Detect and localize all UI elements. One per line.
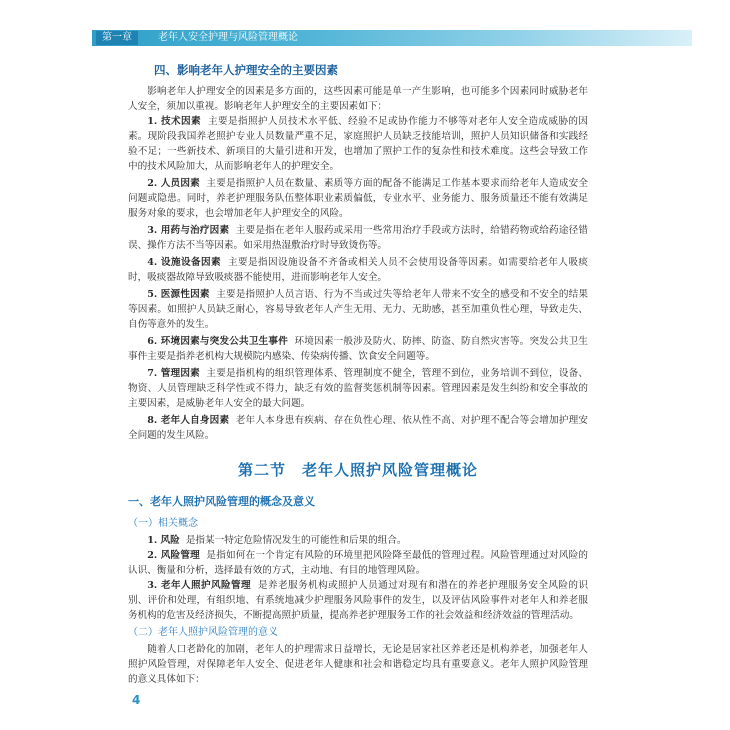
factor-text: 主要是指照护人员言语、行为不当或过失等给老年人带来不安全的感受和不安全的结果等因素。如照护人员缺乏耐心，容易导致老年人产生无用、无力、无助感，甚至加重负性心理，导致走失、自伤等意外的发生。 (128, 289, 588, 330)
factor-item (128, 176, 588, 221)
factor-text: 主要是指照护人员技术水平低、经验不足或协作能力不够等对老年人安全造成威胁的因素。现阶段我国养老照护专业人员数量严重不足，家庭照护人员缺乏技能培训，照护人员知识储备和实践经验不足；一些新技术、新项目的大量引进和开发，也增加了照护工作的复杂性和技术难度。这些会导致工作中的技术风险加大，从而影响老年人的护理安全。 (128, 116, 588, 172)
factor-lead: 4. 设施设备因素 (147, 257, 222, 268)
concept-text: 是指如何在一个肯定有风险的环境里把风险降至最低的管理过程。风险管理通过对风险的认识、衡量和分析，选择最有效的方式，主动地、有目的地管理风险。 (128, 550, 589, 576)
subheading-significance: （二）老年人照护风险管理的意义 (128, 627, 278, 638)
factor-text: 主要是指因设施设备不齐备或相关人员不会使用设备等因素。如需要给老年人吸痰时，吸痰器故障导致吸痰器不能使用，进而影响老年人安全。 (128, 257, 588, 283)
concept-item (128, 548, 588, 578)
factor-lead: 2. 人员因素 (147, 178, 200, 189)
concept-item (128, 578, 588, 623)
chapter-tag: 第一章 (96, 31, 138, 45)
factor-text: 主要是指机构的组织管理体系、管理制度不健全，管理不到位，业务培训不到位，设备、物资、人员管理缺乏科学性或不得力，缺乏有效的监督奖惩机制等因素。管理因素是发生纠纷和安全事故的主要因素，是威胁老年人安全的最大问题。 (128, 368, 589, 409)
subheading-concepts: （一）相关概念 (128, 518, 198, 529)
part-heading-concept: 一、老年人照护风险管理的概念及意义 (128, 495, 315, 508)
factor-item (128, 334, 588, 364)
concept-lead: 3. 老年人照护风险管理 (147, 580, 252, 591)
factor-lead: 7. 管理因素 (147, 368, 200, 379)
factor-item (128, 223, 588, 253)
concept-item (128, 533, 588, 548)
factor-text: 主要是指在老年人服药或采用一些常用治疗手段或方法时，给错药物或给药途径错误、操作方法不当等因素。如采用热湿敷治疗时导致烫伤等。 (128, 225, 588, 251)
factor-item (128, 287, 588, 332)
concept-text: 是养老服务机构或照护人员通过对现有和潜在的养老护理服务安全风险的识别、评价和处理，有组织地、有系统地减少护理服务风险事件的发生，以及评估风险事件对老年人和养老服务机构的危害及经济损失，不断提高照护质量，提高养老护理服务工作的社会效益和经济效益的管理活动。 (128, 580, 588, 621)
factor-item (128, 114, 588, 174)
section-number: 第二节 (237, 461, 286, 479)
section-title-text: 老年人照护风险管理概论 (302, 461, 479, 479)
paragraph-significance: 随着人口老龄化的加剧，老年人的护理需求日益增长，无论是居家社区养老还是机构养老，加强老年人照护风险管理，对保障老年人安全、促进老年人健康和社会和谐稳定均具有重要意义。老年人照护风险管理的意义具体如下： (128, 644, 588, 685)
chapter-header-bar (92, 30, 692, 46)
paragraph-intro: 影响老年人护理安全的因素是多方面的，这些因素可能是单一产生影响，也可能多个因素同时威胁老年人安全，须加以重视。影响老年人护理安全的主要因素如下： (128, 86, 588, 112)
concept-lead: 2. 风险管理 (147, 550, 200, 561)
factor-lead: 1. 技术因素 (147, 116, 202, 127)
factor-text: 老年人本身患有疾病、存在负性心理、依从性不高、对护理不配合等会增加护理安全问题的发生风险。 (128, 415, 588, 441)
concept-lead: 1. 风险 (147, 535, 180, 546)
main-content (128, 62, 588, 687)
factor-lead: 6. 环境因素与突发公共卫生事件 (147, 336, 289, 347)
factor-lead: 5. 医源性因素 (147, 289, 210, 300)
page-number: 4 (132, 693, 141, 707)
concept-text: 是指某一特定危险情况发生的可能性和后果的组合。 (185, 535, 407, 546)
factor-item (128, 413, 588, 443)
factor-item (128, 366, 588, 411)
factor-item (128, 255, 588, 285)
chapter-title: 老年人安全护理与风险管理概论 (158, 32, 298, 43)
factor-text: 环境因素一般涉及防火、防摔、防盗、防自然灾害等。突发公共卫生事件主要是指养老机构大规模院内感染、传染病传播、饮食安全问题等。 (128, 336, 589, 362)
factor-lead: 3. 用药与治疗因素 (147, 225, 230, 236)
factor-lead: 8. 老年人自身因素 (147, 415, 230, 426)
section-title (128, 459, 588, 480)
section-heading-factors: 四、影响老年人护理安全的主要因素 (154, 63, 338, 77)
factor-text: 主要是指照护人员在数量、素质等方面的配备不能满足工作基本要求而给老年人造成安全问题或隐患。同时，养老护理服务队伍整体职业素质偏低，专业水平、业务能力、服务质量还不能有效满足服务对象的要求，也会增加老年人护理安全的风险。 (128, 178, 589, 219)
